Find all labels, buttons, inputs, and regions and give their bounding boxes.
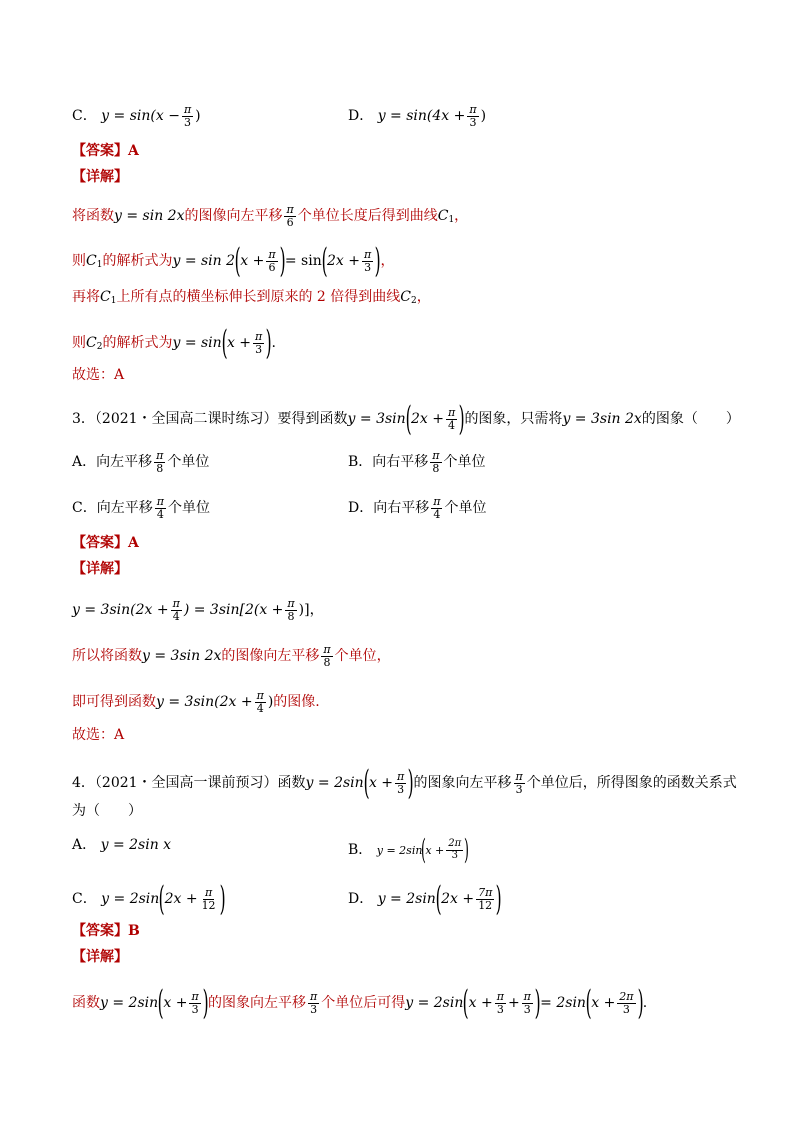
fraction (255, 690, 266, 714)
math-text: y = 2sin (305, 775, 364, 791)
math-text: C．向左平移 (72, 500, 153, 517)
math-text: 2π (619, 989, 634, 1003)
math-text: D． (348, 891, 374, 907)
math-text: B．向右平移 (348, 454, 429, 471)
big-paren: ) (279, 241, 286, 281)
big-paren: ) (374, 241, 381, 281)
math-text: π (268, 247, 276, 261)
q3-choice: 故选：A (72, 727, 125, 743)
big-paren: ( (221, 323, 228, 363)
math-text: 8 (156, 461, 164, 475)
math-text: π (397, 769, 405, 783)
math-text: 3 (515, 782, 523, 796)
fraction (362, 249, 373, 273)
math-text: 的解析式为 (102, 335, 173, 351)
math-text: 4 (172, 609, 180, 623)
math-text: y = 3sin(2x + (156, 694, 253, 711)
big-paren: ) (458, 399, 465, 439)
q2-option-d (348, 104, 486, 128)
option-expr: y = sin(x − (101, 108, 180, 125)
fraction (395, 771, 406, 795)
math-text: x + (591, 995, 616, 1011)
math-text: )]， (298, 602, 324, 619)
math-text: ) (267, 694, 274, 711)
q3-detail-heading: 【详解】 (72, 561, 128, 577)
math-text: π (191, 989, 199, 1003)
math-text: 的图象，只需将 (464, 411, 563, 427)
big-paren: ( (234, 241, 241, 281)
q3-line-3 (72, 690, 320, 714)
math-text: = sin (284, 253, 322, 269)
math-text: x + (240, 253, 265, 269)
big-paren: ) (534, 983, 541, 1023)
paren: ) (480, 108, 487, 125)
math-text: π (323, 643, 331, 656)
math-text: y = 2sin (405, 995, 464, 1011)
big-paren: ( (405, 399, 412, 439)
math-text: 个单位后可得 (321, 995, 406, 1011)
math-text: 则 (72, 335, 86, 351)
math-text: 1 (110, 295, 117, 306)
math-text: C (86, 253, 97, 269)
math-text: π (496, 989, 504, 1003)
fraction (522, 991, 533, 1015)
big-paren: ) (202, 983, 209, 1023)
math-text: A． (72, 837, 97, 853)
math-text: 3 (496, 1002, 504, 1016)
math-text: π (255, 329, 263, 343)
big-paren: ( (421, 833, 427, 866)
math-text: 个单位， (334, 648, 391, 665)
q4-option-d (348, 879, 502, 919)
math-text: B． (348, 842, 373, 858)
math-text: C． (72, 891, 97, 907)
fraction (446, 407, 457, 431)
math-text: 3 (184, 115, 192, 129)
math-text: π (447, 405, 456, 419)
math-text: 8 (432, 461, 440, 475)
math-text: 的图像向左平移 (221, 648, 320, 665)
math-text: 6 (286, 215, 294, 229)
big-paren: ) (265, 323, 272, 363)
fraction (495, 991, 506, 1015)
big-paren: ( (158, 879, 165, 919)
math-text: 上所有点的横坐标伸长到原来的 2 倍得到曲线 (116, 289, 401, 305)
q3-option-a (72, 450, 209, 474)
fraction (430, 450, 441, 474)
math-text: 1 (448, 214, 455, 225)
fraction (514, 771, 525, 795)
fraction (285, 598, 296, 622)
math-text: 2x + (327, 253, 360, 269)
math-text: x + (468, 995, 493, 1011)
q3-answer: 【答案】A (72, 535, 139, 551)
math-text: + (507, 995, 520, 1011)
math-text: π (287, 597, 295, 610)
math-text: π (432, 449, 440, 462)
math-text: y = 2sin (101, 891, 160, 907)
big-paren: ) (407, 763, 414, 803)
math-text: π (286, 203, 294, 216)
q4-stem (72, 763, 737, 803)
math-text: y = 2sin (377, 891, 436, 907)
math-text: π (204, 885, 213, 899)
fraction (171, 598, 182, 622)
math-text: 再将 (72, 289, 100, 305)
math-text: 2x + (441, 891, 475, 907)
fraction (253, 331, 264, 355)
math-text: 2π (448, 838, 462, 849)
math-text: 的图像向左平移 (184, 208, 283, 225)
math-text: 12 (201, 898, 216, 912)
math-text: 则 (72, 253, 86, 269)
big-paren: ( (363, 763, 370, 803)
fraction (154, 450, 165, 474)
math-text: = 2sin (540, 995, 586, 1011)
fraction (431, 496, 442, 520)
math-text: 8 (287, 609, 295, 623)
big-paren: ) (219, 879, 226, 919)
math-text: ， (380, 253, 395, 269)
big-paren: ( (463, 983, 469, 1023)
math-text: π (256, 689, 264, 702)
math-text: π (363, 247, 372, 261)
q4-stem-2: 为（ ） (72, 803, 142, 819)
math-text: . (642, 995, 648, 1011)
q2-step-2 (72, 241, 395, 281)
math-text: A．向左平移 (72, 454, 153, 471)
q2-step-4 (72, 323, 276, 363)
math-text: π (156, 449, 164, 462)
math-text: 2 (410, 295, 417, 306)
fraction (308, 991, 319, 1015)
math-text: y = 2sin x (100, 837, 172, 853)
q4-option-a (72, 838, 171, 852)
math-text: 1 (96, 259, 103, 270)
math-text: D．向右平移 (348, 500, 430, 517)
math-text: C (437, 208, 449, 225)
math-text: 2 (96, 341, 103, 352)
math-text: y = 3sin(2x + (72, 602, 169, 619)
math-text: 所以将函数 (72, 648, 142, 665)
q3-stem (72, 399, 740, 439)
option-label: D． (348, 108, 374, 125)
math-text: π (433, 495, 441, 508)
q3-option-b (348, 450, 486, 474)
math-text: ， (454, 208, 469, 225)
fraction (446, 839, 463, 861)
math-text: 4 (433, 507, 441, 521)
math-text: C (86, 335, 97, 351)
math-text: y = 3sin (347, 411, 406, 427)
big-paren: ) (464, 833, 470, 866)
math-text: 7π (478, 885, 493, 899)
math-text: 4．（2021・全国高一课前预习）函数 (72, 775, 306, 791)
q3-option-d (348, 496, 486, 520)
math-text: π (183, 103, 192, 116)
option-expr: y = sin(4x + (377, 108, 466, 125)
fraction (155, 496, 166, 520)
math-text: 3 (364, 260, 372, 274)
math-text: 个单位后，所得图象的函数关系式 (526, 775, 737, 791)
math-text: 2x + (410, 411, 444, 427)
q2-choice: 故选：A (72, 367, 125, 383)
fraction (467, 104, 478, 128)
math-text: π (172, 597, 180, 610)
math-text: ) = 3sin[2(x + (183, 602, 284, 619)
q2-step-1 (72, 204, 468, 228)
math-text: 4 (256, 701, 264, 715)
fraction (182, 104, 193, 128)
math-text: 个单位 (167, 454, 210, 471)
math-text: π (515, 769, 523, 783)
fraction (200, 887, 218, 911)
math-text: 个单位 (167, 500, 210, 517)
math-text: y = 2sin (376, 843, 423, 857)
math-text: 函数 (72, 995, 100, 1011)
math-text: π (469, 103, 477, 116)
fraction (284, 204, 295, 228)
fraction (321, 644, 332, 668)
math-text: 的解析式为 (102, 253, 173, 269)
big-paren: ) (495, 879, 502, 919)
math-text: 3 (469, 115, 477, 129)
q4-detail-heading: 【详解】 (72, 949, 128, 965)
math-text: 3 (622, 1002, 630, 1016)
math-text: y = 2sin (100, 995, 159, 1011)
big-paren: ( (321, 241, 328, 281)
q4-line-1 (72, 983, 648, 1023)
math-text: 2x + (164, 891, 198, 907)
fraction (266, 249, 277, 273)
math-text: 的图象向左平移 (207, 995, 306, 1011)
math-text: ， (416, 289, 431, 305)
q3-line-2 (72, 644, 391, 668)
q4-option-c (72, 879, 226, 919)
math-text: 3．（2021・全国高二课时练习）要得到函数 (72, 411, 348, 427)
math-text: 4 (448, 418, 456, 432)
math-text: 将函数 (72, 208, 114, 225)
q2-detail-heading: 【详解】 (72, 169, 128, 185)
big-paren: ) (637, 983, 644, 1023)
math-text: 的图象（ ） (641, 411, 740, 427)
q2-step-3 (72, 290, 431, 304)
math-text: 3 (310, 1002, 318, 1016)
big-paren: ( (585, 983, 592, 1023)
q4-option-b (348, 833, 470, 866)
math-text: 即可得到函数 (72, 694, 156, 711)
option-label: C． (72, 108, 97, 125)
q2-option-c (72, 104, 201, 128)
math-text: x + (163, 995, 188, 1011)
math-text: y = 3sin 2x (562, 411, 642, 427)
math-text: 4 (156, 507, 164, 521)
math-text: π (309, 989, 318, 1003)
math-text: 3 (451, 849, 458, 861)
math-text: x + (425, 843, 445, 857)
math-text: x + (226, 335, 252, 351)
math-text: y = sin 2x (114, 208, 185, 225)
math-text: 3 (255, 342, 263, 356)
math-text: 的图像. (273, 694, 320, 711)
math-text: π (156, 495, 164, 508)
math-text: x + (368, 775, 394, 791)
math-text: 3 (397, 782, 405, 796)
math-text: 8 (323, 655, 331, 669)
math-text: 3 (523, 1002, 531, 1016)
q2-answer: 【答案】A (72, 143, 139, 159)
math-text: . (271, 335, 276, 351)
math-text: y = sin (172, 335, 222, 351)
math-text: y = sin 2 (172, 253, 236, 269)
big-paren: ( (157, 983, 164, 1023)
q3-option-c (72, 496, 210, 520)
math-text: 个单位 (444, 500, 487, 517)
math-text: 个单位 (443, 454, 486, 471)
math-text: 6 (268, 260, 276, 274)
fraction (476, 887, 494, 911)
fraction (617, 991, 635, 1015)
math-text: 的图象向左平移 (413, 775, 512, 791)
math-text: π (523, 989, 531, 1003)
math-text: C (400, 289, 411, 305)
q3-line-1 (72, 598, 324, 622)
fraction (189, 991, 200, 1015)
math-text: C (100, 289, 111, 305)
math-text: 个单位长度后得到曲线 (297, 208, 438, 225)
math-text: 12 (478, 898, 493, 912)
q4-answer: 【答案】B (72, 923, 140, 939)
paren: ) (195, 108, 201, 125)
math-text: y = 3sin 2x (142, 648, 222, 665)
math-text: 3 (191, 1002, 199, 1016)
big-paren: ( (435, 879, 442, 919)
